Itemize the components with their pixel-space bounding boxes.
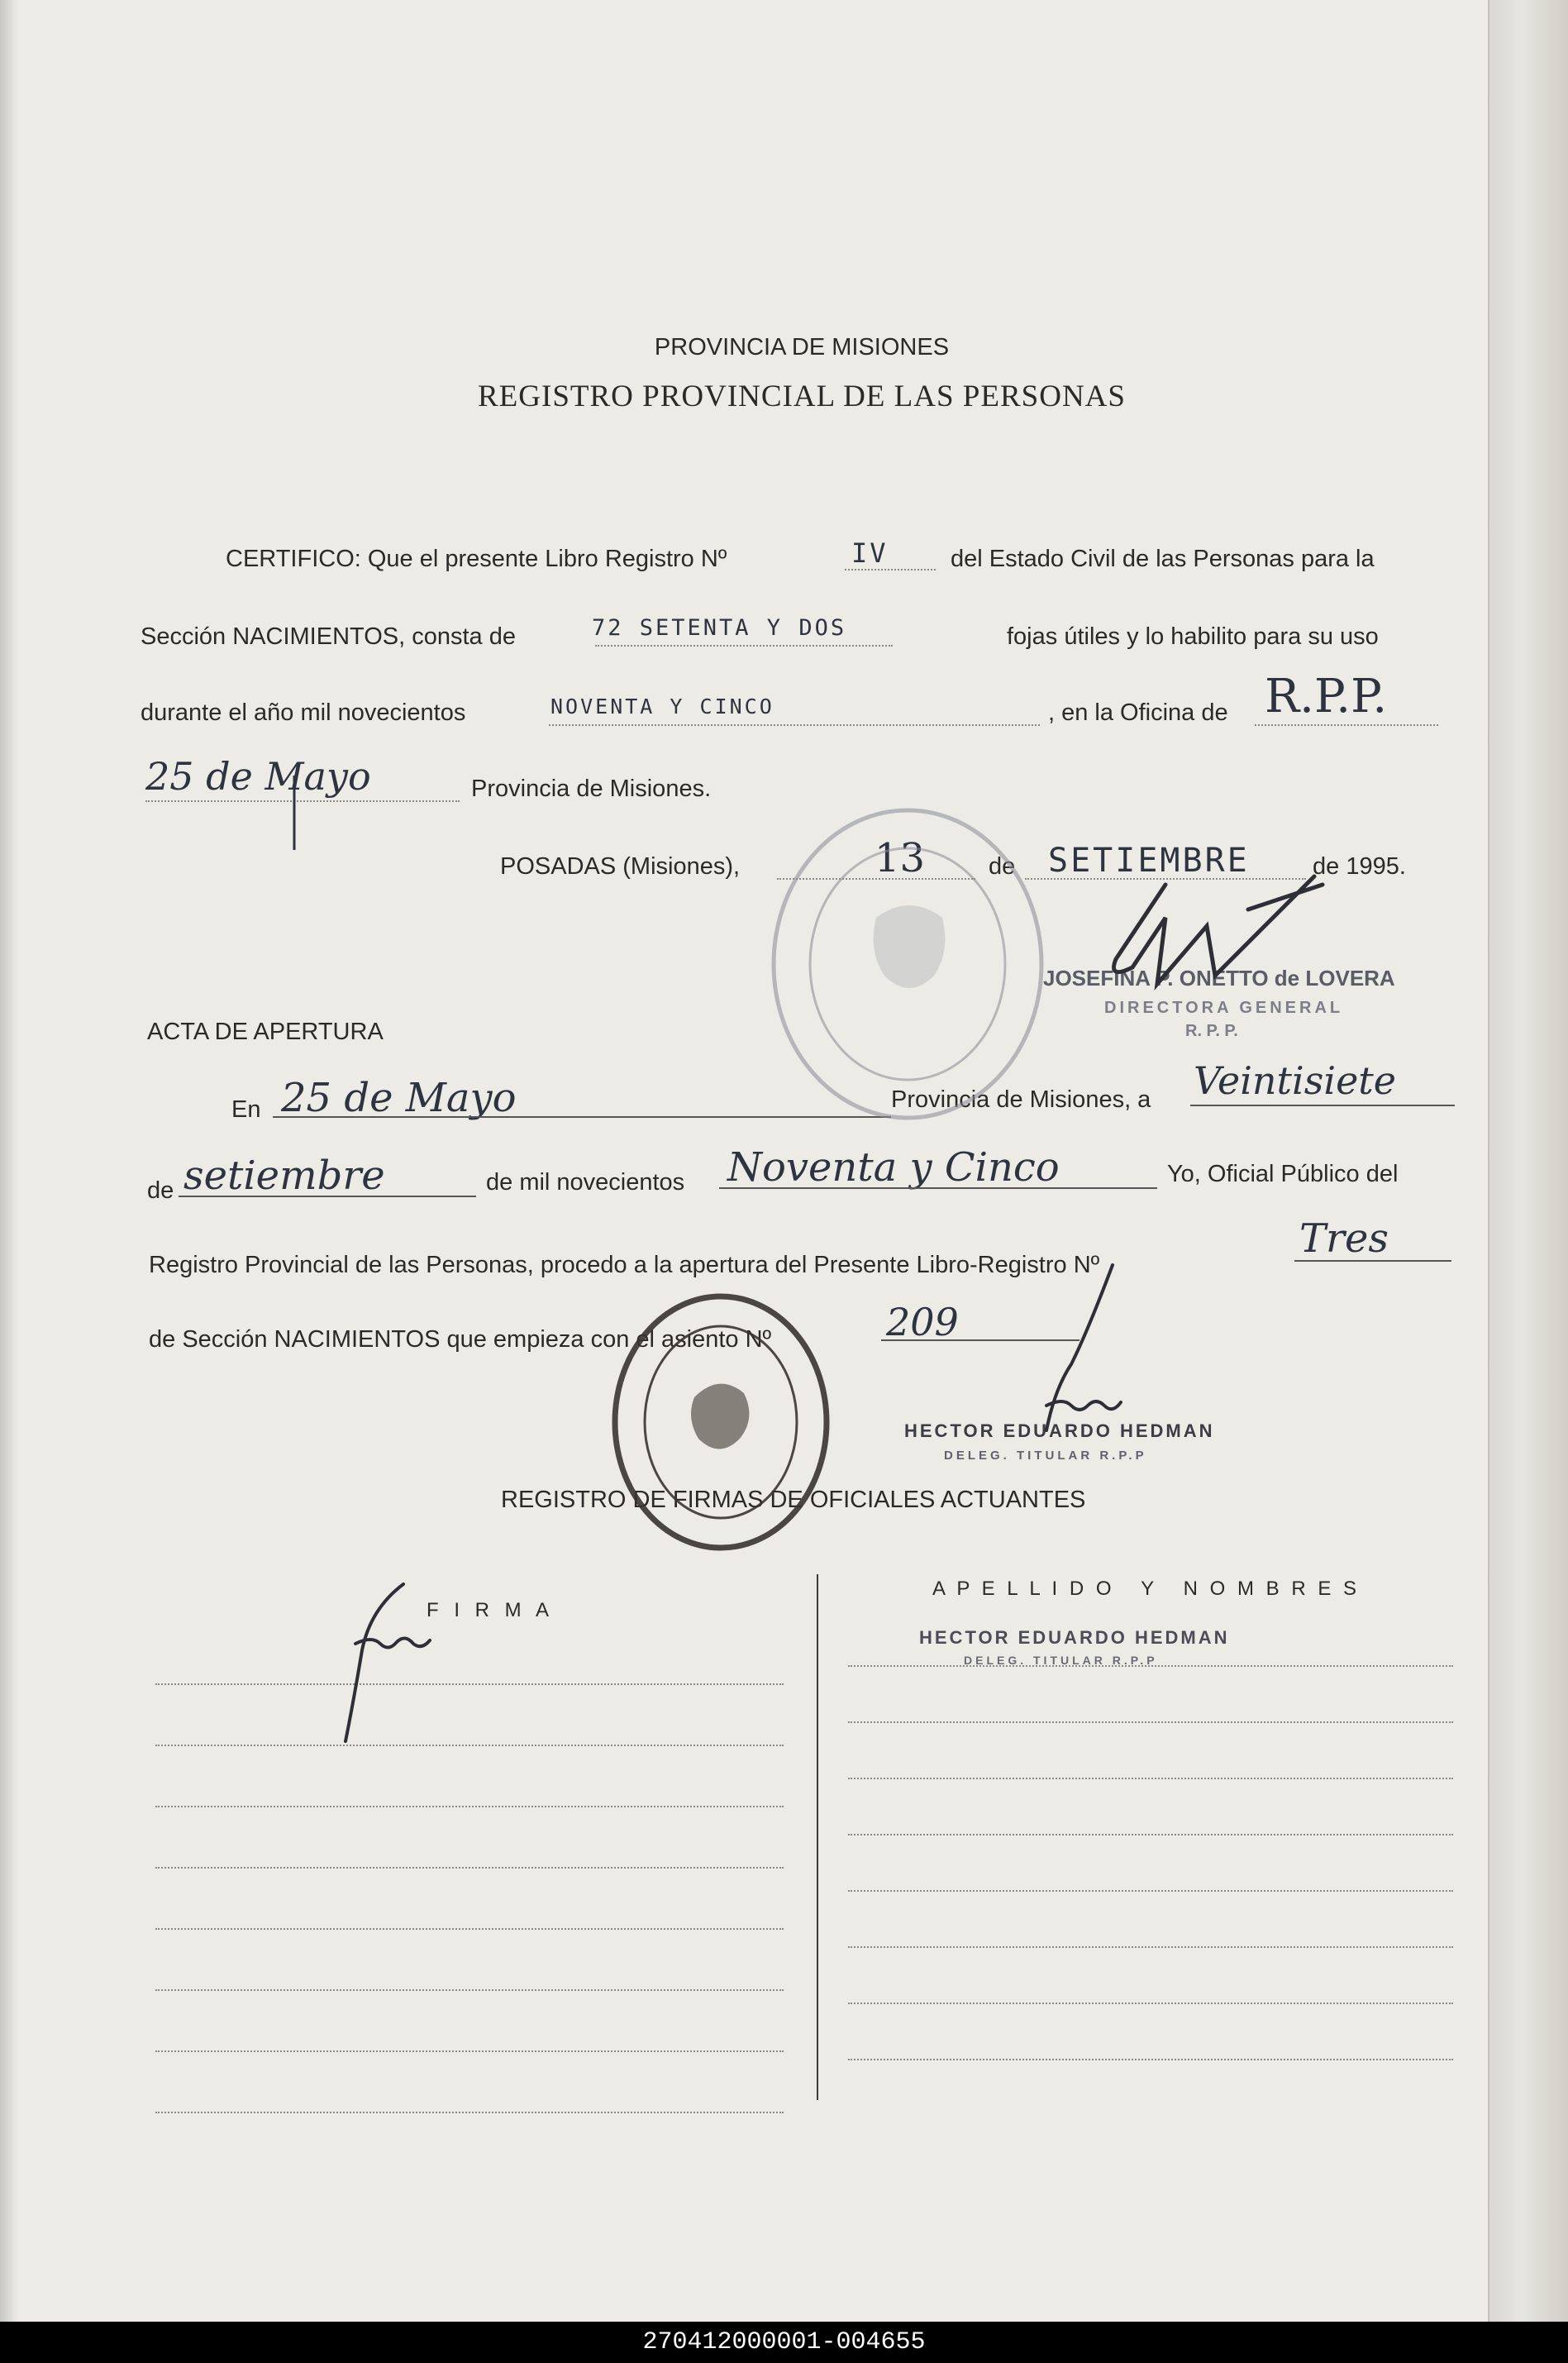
signatory2-name: HECTOR EDUARDO HEDMAN [904,1420,1215,1441]
apertura-month-value: setiembre [183,1153,385,1199]
registry-title: REGISTRO PROVINCIAL DE LAS PERSONAS [478,380,1126,413]
provincia-label: Provincia de Misiones. [471,776,712,802]
signatory1-name: JOSEFINA P. ONETTO de LOVERA [1043,966,1395,991]
after-fojas-label: fojas útiles y lo habilito para su uso [1007,623,1379,650]
apertura-registro-label: Registro Provincial de las Personas, procedo a la apertura del Presente Libro-Registro Nº [149,1252,1100,1278]
durante-label: durante el año mil novecientos [141,699,466,726]
apertura-libro-value: Tres [1299,1215,1389,1262]
firmas-heading: REGISTRO DE FIRMAS DE OFICIALES ACTUANTES [501,1487,1086,1513]
signature-firma [346,1584,430,1741]
libro-number: IV [851,537,889,569]
signatory2-title: DELEG. TITULAR R.P.P [944,1449,1147,1463]
signature-josefina [1114,876,1323,984]
year-words-value: NOVENTA Y CINCO [550,695,774,718]
image-id-footer: 270412000001-004655 [0,2322,1568,2363]
oval-stamp-registro [615,1296,827,1548]
apertura-year-value: Noventa y Cinco [727,1144,1060,1191]
signatory1-title: DIRECTORA GENERAL [1104,999,1344,1017]
apertura-seccion-label: de Sección NACIMIENTOS que empieza con el asiento Nº [149,1326,772,1353]
firma-column-header: F I R M A [427,1599,555,1621]
apertura-asiento-value: 209 [886,1300,959,1344]
after-libro-label: del Estado Civil de las Personas para la [951,546,1375,572]
apertura-en-value: 25 de Mayo [281,1075,517,1121]
row1-title: DELEG. TITULAR R.P.P [964,1654,1158,1667]
localidad-value: 25 de Mayo [145,754,371,799]
seccion-label: Sección NACIMIENTOS, consta de [141,623,516,650]
apertura-day-value: Veintisiete [1194,1058,1397,1103]
province-title: PROVINCIA DE MISIONES [654,334,950,360]
day-value: 13 [875,835,926,881]
signature-hedman [1046,1265,1121,1430]
oficina-value: R.P.P. [1265,670,1388,723]
oval-stamp-direccion [774,810,1041,1118]
nombres-column-header: A P E L L I D O Y N O M B R E S [932,1578,1361,1600]
year-label: de 1995. [1313,853,1406,880]
month-value: SETIEMBRE [1048,842,1250,880]
apertura-yo-label: Yo, Oficial Público del [1167,1161,1399,1187]
certifico-label: CERTIFICO: Que el presente Libro Registro Nº [226,546,727,572]
apertura-en-label: En [231,1096,261,1123]
row1-name: HECTOR EDUARDO HEDMAN [919,1627,1230,1648]
apertura-de-label: de [147,1177,174,1204]
de-label: de [989,853,1016,880]
apertura-provincia-label: Provincia de Misiones, a [891,1086,1151,1113]
signatory1-org: R. P. P. [1185,1022,1238,1040]
oficina-label: , en la Oficina de [1048,699,1228,726]
apertura-mil-label: de mil novecientos [486,1169,685,1196]
apertura-heading: ACTA DE APERTURA [147,1019,384,1045]
posadas-label: POSADAS (Misiones), [500,853,741,880]
fojas-value: 72 SETENTA Y DOS [592,615,847,641]
